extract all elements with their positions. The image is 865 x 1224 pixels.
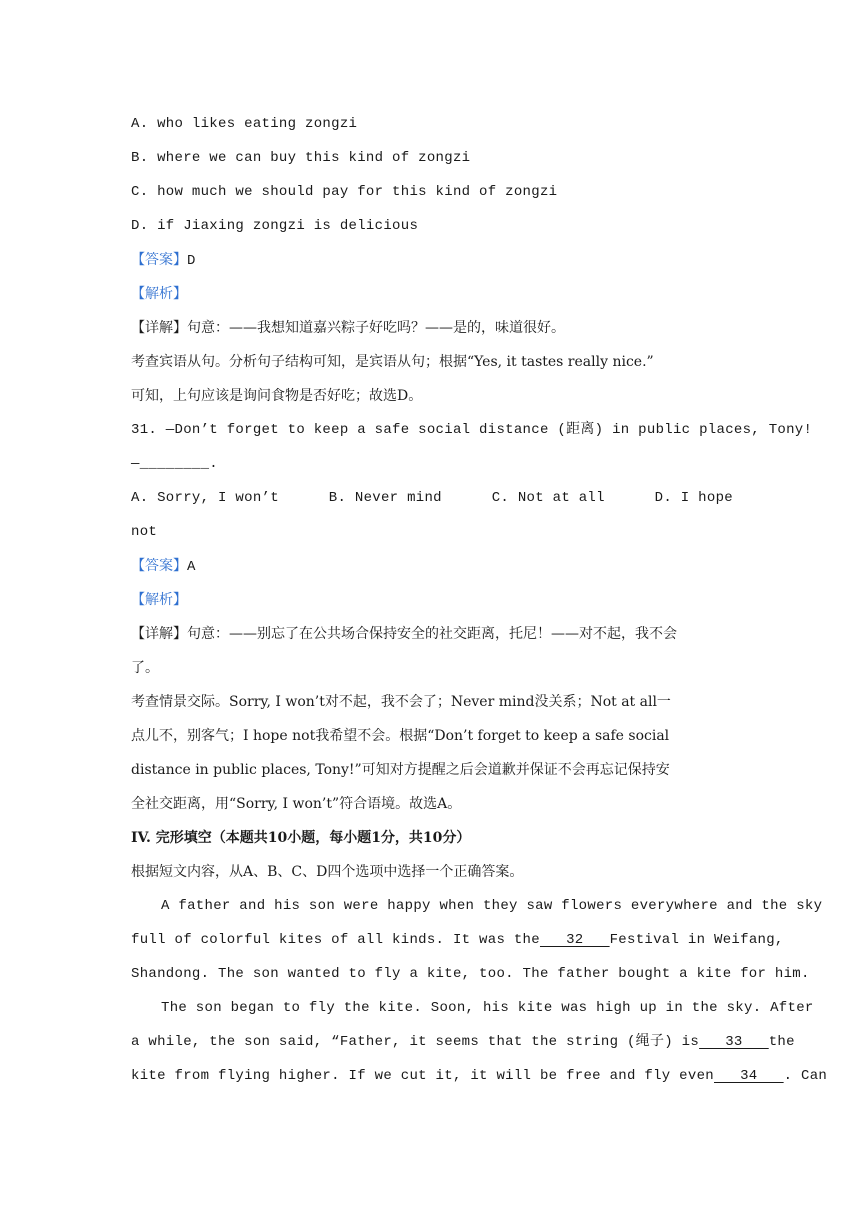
q31-option-d-continued: not (131, 524, 158, 540)
passage-text: a while, the son said, “Father, it seems that the string (绳子) is (131, 1034, 700, 1050)
answer-tag: 【答案】 (131, 252, 187, 268)
passage-line (131, 923, 784, 957)
analysis-tag: 【解析】 (131, 592, 187, 608)
section-instruction: 根据短文内容，从A、B、C、D四个选项中选择一个正确答案。 (131, 864, 524, 880)
passage-text: . Can (783, 1068, 828, 1084)
q30-analysis (131, 277, 733, 311)
passage-text: kite from flying higher. If we cut it, it will be free and fly even (131, 1068, 714, 1084)
section-heading: IV. 完形填空（本题共10小题，每小题1分，共10分） (131, 830, 471, 846)
q31-option-c: C. Not at all (491, 490, 605, 506)
q30-option-b: B. where we can buy this kind of zongzi (131, 150, 471, 166)
q31-detail-cont: 了。 (131, 660, 159, 676)
q31-option-d: D. I hope (654, 490, 733, 506)
q31-explain-line: 全社交距离，用“Sorry, I won’t”符合语境。故选A。 (131, 796, 462, 812)
q30-option-c: C. how much we should pay for this kind of zongzi (131, 184, 558, 200)
q31-explain-line: distance in public places, Tony!”可知对方提醒之后会道歉并保证不会再忘记保持安 (131, 762, 670, 778)
q30-explain-line: 可知，上句应该是询问食物是否好吃；故选D。 (131, 388, 423, 404)
q31-explain-line: 点儿不，别客气；I hope not我希望不会。根据“Don’t forget to keep a safe social (131, 728, 670, 744)
passage-line: Shandong. The son wanted to fly a kite, too. The father bought a kite for him. (131, 966, 810, 982)
q31-answer (131, 549, 733, 583)
q31-option-a: A. Sorry, I won’t (131, 490, 279, 506)
q31-detail (131, 617, 733, 651)
analysis-tag: 【解析】 (131, 286, 187, 302)
passage-line: The son began to fly the kite. Soon, his kite was high up in the sky. After (161, 1000, 814, 1016)
answer-tag: 【答案】 (131, 558, 187, 574)
blank-34: 34 (714, 1068, 784, 1084)
q31-option-b: B. Never mind (328, 490, 442, 506)
passage-text: Festival in Weifang, (609, 932, 784, 948)
q31-options (131, 481, 733, 515)
q30-option-d: D. if Jiaxing zongzi is delicious (131, 218, 419, 234)
blank-33: 33 (699, 1034, 769, 1050)
q31-explain-line: 考查情景交际。Sorry, I won’t对不起，我不会了；Never mind没关系；Not at all一 (131, 694, 671, 710)
q30-explain-line: 考查宾语从句。分析句子结构可知，是宾语从句；根据“Yes, it tastes really nice.” (131, 354, 654, 370)
detail-tag: 【详解】 (131, 320, 187, 336)
passage-line (131, 1059, 828, 1093)
passage-text: the (768, 1034, 795, 1050)
q31-question: 31. —Don’t forget to keep a safe social distance (距离) in public places, Tony! (131, 422, 813, 438)
q30-answer (131, 243, 733, 277)
q30-option-a: A. who likes eating zongzi (131, 116, 358, 132)
q30-detail (131, 311, 733, 345)
detail-text: 句意：——别忘了在公共场合保持安全的社交距离，托尼！——对不起，我不会 (187, 626, 677, 642)
answer-value: D (187, 253, 196, 269)
detail-tag: 【详解】 (131, 626, 187, 642)
detail-text: 句意：——我想知道嘉兴粽子好吃吗？——是的，味道很好。 (187, 320, 565, 336)
passage-line (131, 1025, 795, 1059)
passage-text: full of colorful kites of all kinds. It was the (131, 932, 540, 948)
document-page (131, 107, 828, 1093)
blank-32: 32 (539, 932, 610, 948)
q31-reply: —________. (131, 456, 219, 472)
passage-line: A father and his son were happy when they saw flowers everywhere and the sky (161, 898, 823, 914)
answer-value: A (187, 559, 196, 575)
q31-analysis (131, 583, 733, 617)
